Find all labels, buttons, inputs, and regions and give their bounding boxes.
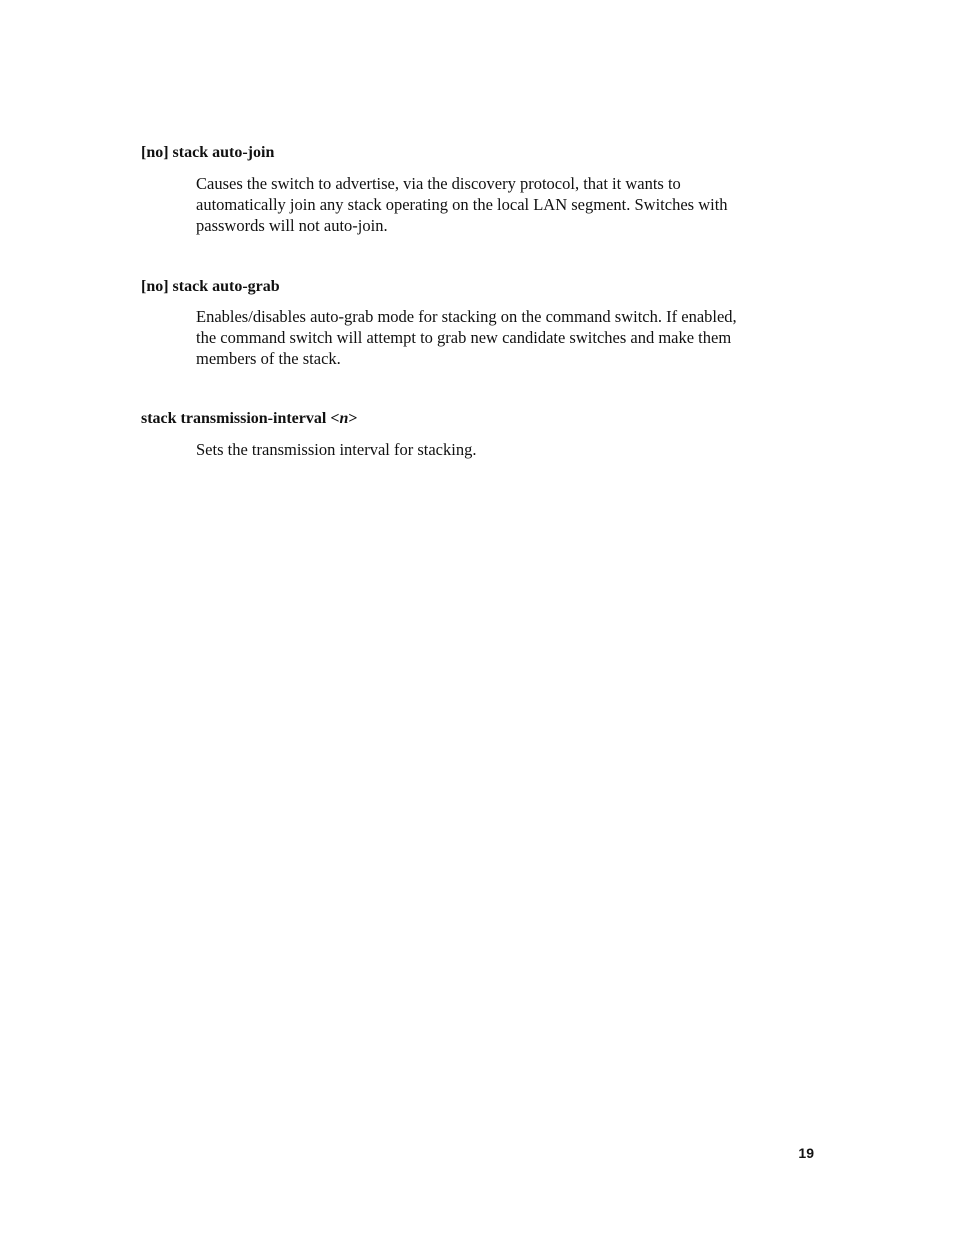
description-line: passwords will not auto-join.: [196, 216, 388, 235]
title-suffix: >: [348, 410, 358, 427]
command-description-stack-auto-grab: [196, 306, 806, 369]
title-prefix: stack transmission-interval <: [141, 410, 340, 427]
description-line: Causes the switch to advertise, via the discovery protocol, that it wants to: [196, 174, 681, 193]
title-argument: n: [339, 410, 349, 427]
command-title-stack-auto-join: [no] stack auto-join: [141, 144, 275, 161]
description-line: Enables/disables auto-grab mode for stacking on the command switch. If enabled,: [196, 307, 737, 326]
description-line: members of the stack.: [196, 349, 341, 368]
description-line: automatically join any stack operating on the local LAN segment. Switches with: [196, 195, 728, 214]
command-description-stack-transmission-interval: [196, 439, 806, 460]
command-title-stack-auto-grab: [no] stack auto-grab: [141, 278, 280, 295]
command-description-stack-auto-join: [196, 173, 806, 236]
page-number: 19: [798, 1145, 814, 1161]
command-title-stack-transmission-interval: [141, 409, 357, 429]
description-line: Sets the transmission interval for stacking.: [196, 440, 477, 459]
description-line: the command switch will attempt to grab new candidate switches and make them: [196, 328, 732, 347]
